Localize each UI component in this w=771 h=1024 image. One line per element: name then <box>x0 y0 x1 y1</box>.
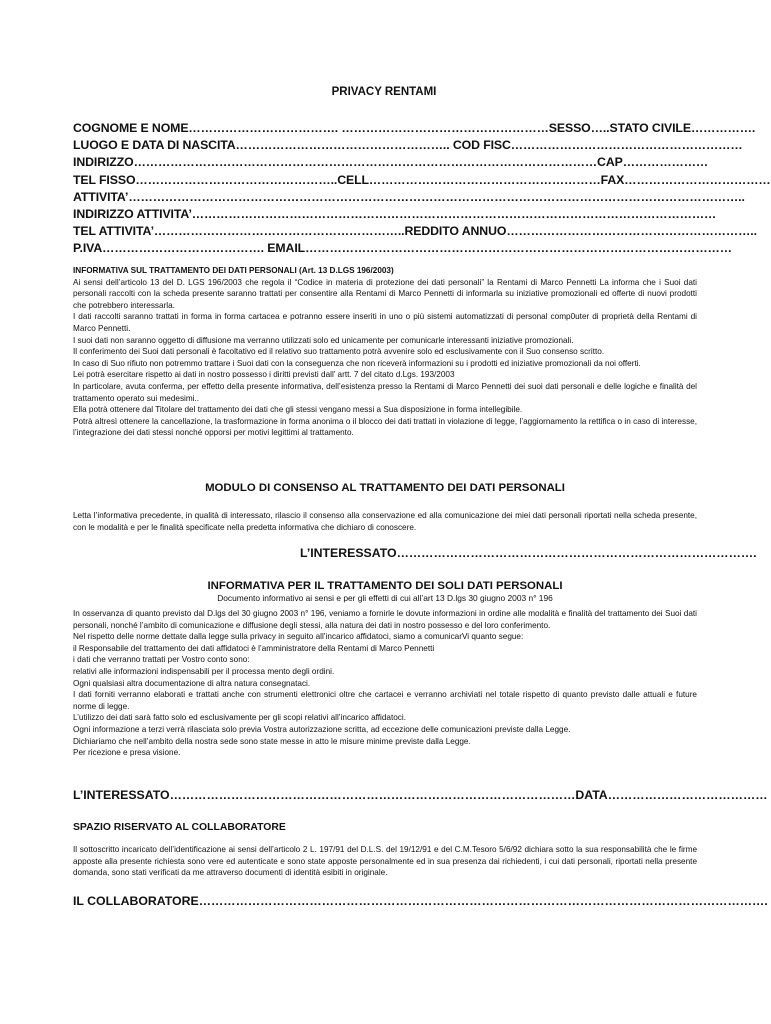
field-telefono[interactable]: TEL FISSO…………………………………………..CELL…………………………………………………FAX……………………………… <box>73 172 771 187</box>
field-nascita[interactable]: LUOGO E DATA DI NASCITA…………………………………………….. COD FISC………………………………………………… <box>73 138 743 153</box>
soli-dati-paragraph: Ogni informazione a terzi verrà rilasciata solo previa Vostra autorizzazione scritta, ad eccezione delle comunicazioni previste dalla Legge. <box>73 724 571 734</box>
soli-dati-paragraph: In osservanza di quanto previsto dal D.lgs del 30 giugno 2003 n° 196, veniamo a fornirle le dovute informazioni in ordine alle modalità e finalità del trattamento dei Suoi dati personali, nonché l’ambito di comunicazione e diffusione degli stessi, alla natura dei dati in nostro possesso e del loro conferimento. <box>73 609 697 630</box>
informativa-section <box>73 265 697 439</box>
soli-dati-subtitle: Documento informativo ai sensi e per gli effetti di cui all’art 13 D.lgs 30 giugno 2003 n° 196 <box>217 593 553 603</box>
informativa-paragraph: Lei potrà esercitare rispetto ai dati in nostro possesso i diritti previsti dall’ artt. 7 del citato d.Lgs. 193/2003 <box>73 370 455 380</box>
collaboratore-section <box>73 844 697 879</box>
soli-dati-paragraph: relativi alle informazioni indispensabili per il processa mento degli ordini. <box>73 666 335 676</box>
soli-dati-paragraph: Per ricezione e presa visione. <box>73 748 181 758</box>
informativa-paragraph: Potrà altresì ottenere la cancellazione, la trasformazione in forma anonima o il blocco dei dati trattati in violazione di legge, l’aggiornamento la rettifica o in caso di interesse, l’integrazione dei dati stessi nonché opporsi per motivi legittimi al trattamento. <box>73 416 697 438</box>
collaboratore-heading: SPAZIO RISERVATO AL COLLABORATORE <box>73 822 286 833</box>
informativa-paragraph: Ai sensi dell’articolo 13 del D. LGS 196/2003 che regola il “Codice in materia di protezione dei dati personali” la Rentami di Marco Pennetti La informa che i Suoi dati personali raccolti con la scheda presente saranno trattati per consentire alla Rentami di Marco Pennetti di informarla su iniziative promozionali ed offerte di nuovi prodotti che potrebbero interessarla. <box>73 277 697 310</box>
collaboratore-paragraph: Il sottoscritto incaricato dell’identificazione ai sensi dell’articolo 2 L. 197/91 del D.L.S. del 19/12/91 e del C.M.Tesoro 5/6/92 dichiara sotto la sua responsabilità che le firme apposte alla presente richiesta sono vere ed autenticate e sono state apposte personalmente ed in sua presenza dai richiedenti, i cui dati personali, riportati nella presente domanda, sono stati verificati da me attraverso documenti di identità esibiti in originale. <box>73 845 697 878</box>
field-attivita[interactable]: ATTIVITA’…………………………………………………………………………………………………………………………………….. <box>73 189 745 204</box>
field-indirizzo-attivita[interactable]: INDIRIZZO ATTIVITA’………………………………………………………………………………………………………………… <box>73 207 717 222</box>
soli-dati-paragraph: L’utilizzo dei dati sarà fatto solo ed esclusivamente per gli scopi relativi all’incarico affidatoci. <box>73 713 406 723</box>
informativa-paragraph: In particolare, avuta conferma, per effetto della presente informativa, dell’esistenza presso la Rentami di Marco Pennetti dei suoi dati personali e delle logiche e finalità del trattamento operato sui medesimi.. <box>73 381 697 403</box>
soli-dati-paragraph: I dati forniti verranno elaborati e trattati anche con strumenti elettronici oltre che cartacei e verranno archiviati nel totale rispetto di quanto previsto dalle attuali e future norme di legge. <box>73 690 697 711</box>
collaboratore-signature-line[interactable]: IL COLLABORATORE…………………………………………………………………………………………………………………………. <box>73 894 768 908</box>
soli-dati-signature-line[interactable]: L’INTERESSATO………………………………………………………………………………………DATA………………………………… <box>73 788 768 802</box>
consenso-paragraph: Letta l’informativa precedente, in qualità di interessato, rilascio il consenso alla conservazione ed alla comunicazione dei miei dati personali riportati nella scheda presente, con le modalità e per le finalità specificate nella predetta informativa che dichiaro di conoscere. <box>73 511 697 532</box>
informativa-paragraph: In caso di Suo rifiuto non potremmo trattare i Suoi dati con la conseguenza che non riceverà informazioni su i prodotti ed iniziative promozionali da noi offerti. <box>73 358 641 368</box>
informativa-paragraph: I dati raccolti saranno trattati in forma in forma cartacea e potranno essere inseriti in uno o più sistemi automatizzati di personal comp0uter di proprietà della Rentami di Marco Pennetti. <box>73 312 697 333</box>
soli-dati-paragraph: i dati che verranno trattati per Vostro conto sono: <box>73 655 250 665</box>
field-nome[interactable]: COGNOME E NOME………………………………. ……………………………………………SESSO…..STATO CIVILE……………. <box>73 121 756 135</box>
informativa-paragraph: Ella potrà ottenere dal Titolare del trattamento dei dati che gli stessi vengano messi a Sua disposizione in forma intellegibile. <box>73 405 523 415</box>
consenso-signature-line[interactable]: L’INTERESSATO……………………………………………………………………………. <box>300 546 757 560</box>
page-title: PRIVACY RENTAMI <box>331 86 437 98</box>
soli-dati-title-block <box>73 580 697 603</box>
consenso-title: MODULO DI CONSENSO AL TRATTAMENTO DEI DATI PERSONALI <box>205 482 565 494</box>
field-indirizzo[interactable]: INDIRIZZO……………………………………………………………………………………………………CAP………………… <box>73 155 709 170</box>
soli-dati-paragraph: Nel rispetto delle norme dettate dalla legge sulla privacy in seguito all’incarico affidatoci, siamo a comunicarVi quanto segue: <box>73 632 524 642</box>
soli-dati-paragraph: Dichiariamo che nell’ambito della nostra sede sono state messe in atto le misure minime previste dalla Legge. <box>73 736 471 746</box>
consenso-text <box>73 510 697 533</box>
soli-dati-paragraph: il Responsabile del trattamento dei dati affidatoci è l’amministratore della Rentami di Marco Pennetti <box>73 643 435 653</box>
personal-data-fields <box>73 120 771 258</box>
informativa-heading: INFORMATIVA SUL TRATTAMENTO DEI DATI PERSONALI (Art. 13 D.LGS 196/2003) <box>73 266 394 275</box>
informativa-paragraph: I suoi dati non saranno oggetto di diffusione ma verranno utilizzati solo ed unicamente per comunicarle interessanti iniziative promozionali. <box>73 335 574 345</box>
informativa-paragraph: Il conferimento dei Suoi dati personali è facoltativo ed il relativo suo trattamento potrà avvenire solo ed esclusivamente con il Suo consenso scritto. <box>73 347 605 357</box>
soli-dati-section <box>73 608 697 759</box>
soli-dati-paragraph: Ogni qualsiasi altra documentazione di altra natura consegnataci. <box>73 678 311 688</box>
field-piva-email[interactable]: P.IVA…………………………………. EMAIL…………………………………………………………………………………………… <box>73 241 732 256</box>
soli-dati-title: INFORMATIVA PER IL TRATTAMENTO DEI SOLI DATI PERSONALI <box>207 580 563 592</box>
field-tel-attivita[interactable]: TEL ATTIVITA’……………………………………………………..REDDITO ANNUO…………………………………………………….. <box>73 224 757 239</box>
